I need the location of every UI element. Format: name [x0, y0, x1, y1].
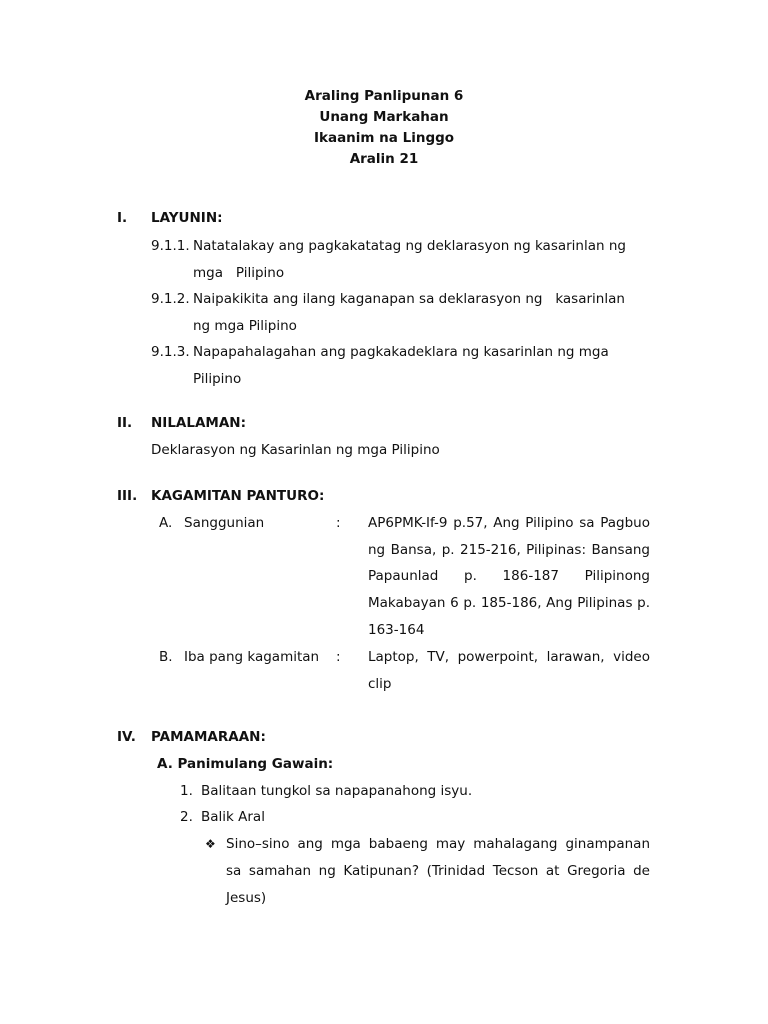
materials-b-name: Iba pang kagamitan: [184, 649, 320, 665]
other-materials-line-2: clip: [368, 676, 392, 692]
subsection-panimulang-gawain: A. Panimulang Gawain:: [157, 756, 334, 772]
materials-a-label: A.: [159, 515, 173, 531]
subject-title: Araling Panlipunan 6: [304, 88, 464, 104]
section-title-pamamaraan: PAMAMARAAN:: [151, 729, 266, 745]
review-question-line-2: sa samahan ng Katipunan? (Trinidad Tecson at Gregoria de: [226, 863, 650, 879]
week-title: Ikaanim na Linggo: [313, 130, 455, 146]
materials-b-colon: :: [336, 649, 341, 665]
materials-b-label: B.: [159, 649, 173, 665]
materials-a-name: Sanggunian: [184, 515, 265, 531]
objective-number-2: 9.1.2.: [151, 291, 190, 307]
section-numeral-nilalaman: II.: [117, 415, 133, 431]
document-header: [0, 86, 768, 170]
references-line-5: 163-164: [368, 622, 425, 638]
objective-number-1: 9.1.1.: [151, 238, 190, 254]
section-title-nilalaman: NILALAMAN:: [151, 415, 247, 431]
objective-text-2-line1: Naipakikita ang ilang kaganapan sa deklarasyon ng kasarinlan: [193, 291, 625, 307]
references-line-3: Papaunlad p. 186-187 Pilipinong: [368, 568, 650, 584]
review-question-line-1: Sino–sino ang mga babaeng may mahalagang ginampanan: [226, 836, 650, 852]
section-title-layunin: LAYUNIN:: [151, 210, 223, 226]
content-text: Deklarasyon ng Kasarinlan ng mga Pilipino: [151, 442, 440, 458]
objective-text-1-line2: mga Pilipino: [193, 265, 285, 281]
references-line-2: ng Bansa, p. 215-216, Pilipinas: Bansang: [368, 542, 650, 558]
section-numeral-layunin: I.: [117, 210, 128, 226]
objective-number-3: 9.1.3.: [151, 344, 190, 360]
section-numeral-kagamitan: III.: [117, 488, 138, 504]
objective-text-1-line1: Natatalakay ang pagkakatatag ng deklarasyon ng kasarinlan ng: [193, 238, 626, 254]
procedure-text-1: Balitaan tungkol sa napapanahong isyu.: [201, 783, 473, 799]
quarter-title: Unang Markahan: [319, 109, 449, 125]
procedure-text-2: Balik Aral: [201, 809, 265, 825]
other-materials-line-1: Laptop, TV, powerpoint, larawan, video: [368, 649, 650, 665]
objective-text-3-line2: Pilipino: [193, 371, 242, 387]
references-line-4: Makabayan 6 p. 185-186, Ang Pilipinas p.: [368, 595, 650, 611]
bullet-diamond-icon: ❖: [205, 837, 216, 851]
section-numeral-pamamaraan: IV.: [117, 729, 136, 745]
objective-text-2-line2: ng mga Pilipino: [193, 318, 297, 334]
section-title-kagamitan: KAGAMITAN PANTURO:: [151, 488, 325, 504]
references-line-1: AP6PMK-If-9 p.57, Ang Pilipino sa Pagbuo: [368, 515, 650, 531]
lesson-title: Aralin 21: [349, 151, 419, 167]
materials-a-colon: :: [336, 515, 341, 531]
objective-text-3-line1: Napapahalagahan ang pagkakadeklara ng kasarinlan ng mga: [193, 344, 609, 360]
procedure-number-1: 1.: [180, 783, 193, 799]
procedure-number-2: 2.: [180, 809, 193, 825]
review-question-line-3: Jesus): [226, 890, 267, 906]
